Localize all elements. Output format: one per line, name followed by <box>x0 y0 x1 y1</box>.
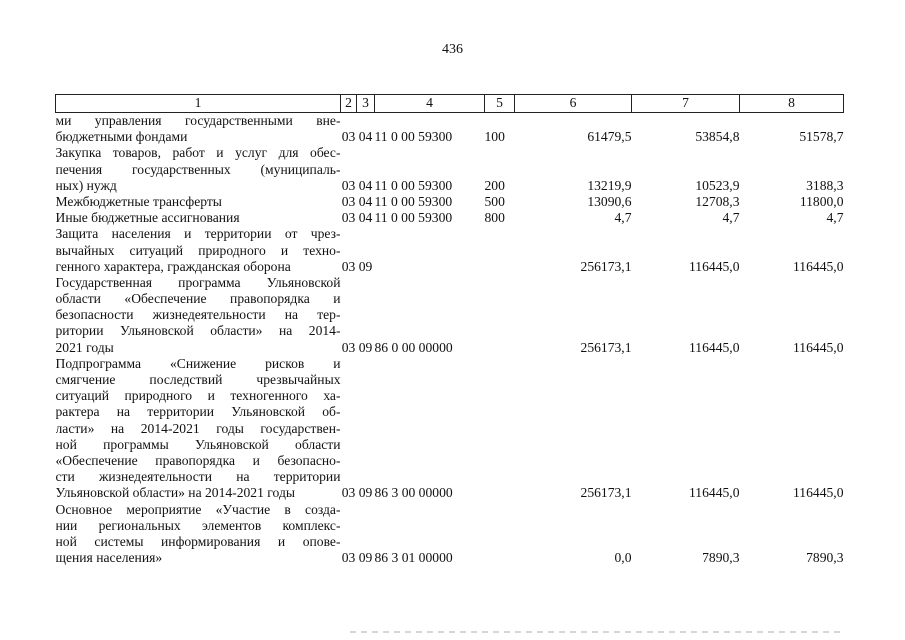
row-name-line: ритории Ульяновской области» на 2014- <box>55 323 341 339</box>
row-name-line: смягчение последствий чрезвычайных <box>55 372 341 388</box>
value-col-8: 7890,3 <box>806 550 844 566</box>
target-article-code: 86 3 01 00000 <box>374 550 453 566</box>
value-col-8: 51578,7 <box>799 129 844 145</box>
table-row <box>56 210 844 226</box>
col-header-8: 8 <box>740 95 844 113</box>
value-col-6: 13219,9 <box>587 177 632 193</box>
target-article-code: 11 0 00 59300 <box>374 193 453 209</box>
section-code: 03 <box>341 339 356 355</box>
table-row <box>56 275 844 356</box>
value-col-6: 4,7 <box>614 210 632 226</box>
row-name-line: безопасности жизнедеятельности на тер- <box>55 307 341 323</box>
expense-type-code: 100 <box>484 129 505 145</box>
expense-type-code <box>485 226 515 275</box>
row-name-line: нии региональных элементов комплекс- <box>55 517 341 533</box>
target-article-code: 86 0 00 00000 <box>374 339 453 355</box>
table-row <box>56 356 844 502</box>
table-row <box>56 502 844 567</box>
row-name <box>56 502 341 567</box>
section-code: 03 <box>341 193 356 209</box>
section-code: 03 <box>341 210 356 226</box>
value-col-6: 256173,1 <box>580 339 632 355</box>
row-name-line: Ульяновской области» на 2014-2021 годы <box>55 485 295 501</box>
row-name <box>56 226 341 275</box>
row-name <box>56 194 341 210</box>
col-header-4: 4 <box>375 95 485 113</box>
section-code: 03 <box>341 258 356 274</box>
table-row <box>56 226 844 275</box>
expense-type-code: 200 <box>484 177 505 193</box>
page-number: 436 <box>442 42 463 57</box>
table-body <box>56 113 844 567</box>
value-col-7: 10523,9 <box>695 177 740 193</box>
value-col-6: 256173,1 <box>580 258 632 274</box>
subsection-code: 09 <box>358 258 373 274</box>
row-name-line: Государственная программа Ульяновской <box>55 274 341 290</box>
expense-type-code: 800 <box>484 210 505 226</box>
expense-type-code <box>485 502 515 567</box>
value-col-8: 116445,0 <box>793 485 844 501</box>
row-name-line: Иные бюджетные ассигнования <box>55 210 240 226</box>
col-header-7: 7 <box>632 95 740 113</box>
expense-type-code <box>485 356 515 502</box>
row-name-line: Подпрограмма «Снижение рисков и <box>55 355 341 371</box>
section-code: 03 <box>341 177 356 193</box>
row-name-line: бюджетными фондами <box>55 129 188 145</box>
value-col-6: 61479,5 <box>587 129 632 145</box>
row-name-line: печения государственных (муниципаль- <box>55 161 341 177</box>
target-article-code: 11 0 00 59300 <box>374 177 453 193</box>
row-name-line: вычайных ситуаций природного и техно- <box>55 242 341 258</box>
row-name-line: ных) нужд <box>55 177 117 193</box>
table-row <box>56 145 844 194</box>
row-name-line: Закупка товаров, работ и услуг для обес- <box>55 145 341 161</box>
col-header-6: 6 <box>515 95 632 113</box>
value-col-7: 116445,0 <box>689 485 740 501</box>
col-header-2: 2 <box>341 95 357 113</box>
row-name-line: сти жизнедеятельности на территории <box>55 469 341 485</box>
row-name-line: рактера на территории Ульяновской об- <box>55 404 341 420</box>
budget-table <box>55 94 844 566</box>
section-code: 03 <box>341 550 356 566</box>
row-name-line: ной программы Ульяновской области <box>55 436 341 452</box>
row-name <box>56 145 341 194</box>
subsection-code: 09 <box>358 485 373 501</box>
value-col-7: 4,7 <box>722 210 740 226</box>
target-article-code: 86 3 00 00000 <box>374 485 453 501</box>
value-col-8: 11800,0 <box>799 193 844 209</box>
value-col-7: 53854,8 <box>695 129 740 145</box>
subsection-code: 04 <box>358 177 373 193</box>
value-col-8: 116445,0 <box>793 258 844 274</box>
row-name-line: ной системы информирования и опове- <box>55 533 341 549</box>
target-article-code <box>375 226 485 275</box>
table-row <box>56 113 844 146</box>
col-header-5: 5 <box>485 95 515 113</box>
row-name-line: «Обеспечение правопорядка и безопасно- <box>55 452 341 468</box>
row-name-line: 2021 годы <box>55 339 114 355</box>
value-col-8: 3188,3 <box>806 177 844 193</box>
value-col-6: 256173,1 <box>580 485 632 501</box>
scan-artifact <box>350 631 840 633</box>
row-name <box>56 210 341 226</box>
row-name <box>56 356 341 502</box>
subsection-code: 04 <box>358 210 373 226</box>
value-col-6: 13090,6 <box>587 193 632 209</box>
subsection-code: 09 <box>358 550 373 566</box>
expense-type-code <box>485 275 515 356</box>
col-header-1: 1 <box>56 95 341 113</box>
target-article-code: 11 0 00 59300 <box>374 129 453 145</box>
value-col-7: 116445,0 <box>689 258 740 274</box>
row-name-line: Основное мероприятие «Участие в созда- <box>55 501 341 517</box>
col-header-3: 3 <box>357 95 375 113</box>
section-code: 03 <box>341 129 356 145</box>
row-name-line: Защита населения и территории от чрез- <box>55 226 341 242</box>
row-name <box>56 275 341 356</box>
value-col-7: 7890,3 <box>702 550 740 566</box>
row-name-line: щения населения» <box>55 550 163 566</box>
value-col-8: 116445,0 <box>793 339 844 355</box>
row-name <box>56 113 341 146</box>
expense-type-code: 500 <box>484 193 505 209</box>
section-code: 03 <box>341 485 356 501</box>
value-col-6: 0,0 <box>614 550 632 566</box>
row-name-line: генного характера, гражданская оборона <box>55 258 291 274</box>
header-row <box>56 95 844 113</box>
row-name-line: области «Обеспечение правопорядка и <box>55 291 341 307</box>
row-name-line: ми управления государственными вне- <box>55 113 341 128</box>
row-name-line: Межбюджетные трансферты <box>55 193 222 209</box>
subsection-code: 09 <box>358 339 373 355</box>
target-article-code: 11 0 00 59300 <box>374 210 453 226</box>
value-col-7: 116445,0 <box>689 339 740 355</box>
table-row <box>56 194 844 210</box>
row-name-line: ласти» на 2014-2021 годы государствен- <box>55 420 341 436</box>
subsection-code: 04 <box>358 129 373 145</box>
value-col-8: 4,7 <box>826 210 844 226</box>
subsection-code: 04 <box>358 193 373 209</box>
row-name-line: ситуаций природного и техногенного ха- <box>55 388 341 404</box>
value-col-7: 12708,3 <box>695 193 740 209</box>
